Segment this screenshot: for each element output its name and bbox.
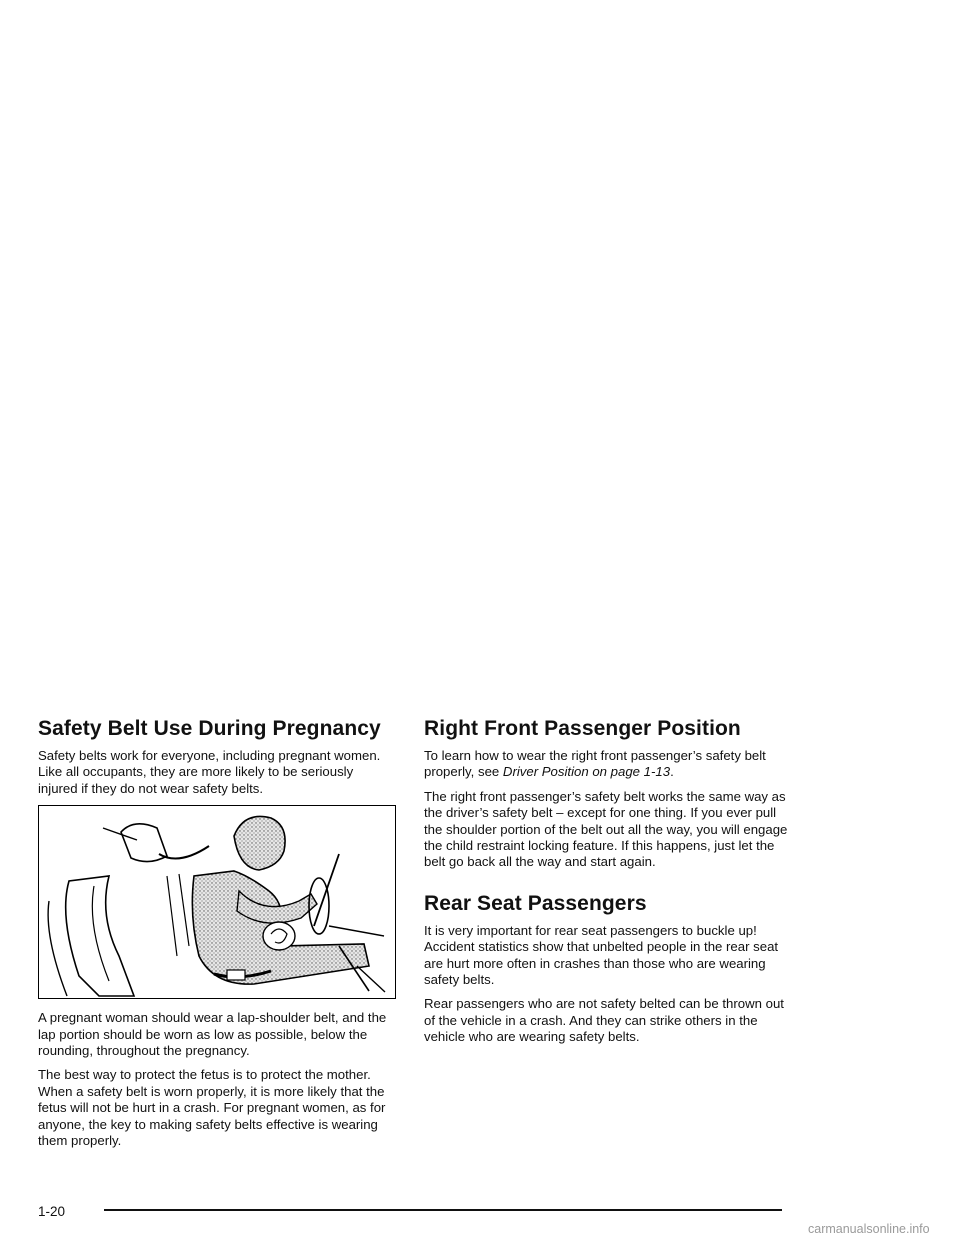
- pregnancy-protect-paragraph: The best way to protect the fetus is to protect the mother. When a safety belt is worn properly, it is more likely that the fetus will not be hurt in a crash. For pregnant women, as for anyone, the key to making safety belts effective is wearing them properly.: [38, 1067, 386, 1149]
- section-heading-pregnancy: Safety Belt Use During Pregnancy: [38, 717, 381, 740]
- rear-seat-paragraph-1: It is very important for rear seat passengers to buckle up! Accident statistics show that unbelted people in the rear seat are hurt more often in crashes than those who are wearing safety belts.: [424, 922, 779, 988]
- footer-rule: [104, 1209, 782, 1211]
- section-heading-right-front-passenger: Right Front Passenger Position: [424, 717, 741, 740]
- watermark-text: carmanualsonline.info: [808, 1222, 930, 1236]
- section-heading-rear-seat: Rear Seat Passengers: [424, 891, 647, 915]
- rear-seat-paragraph-2: Rear passengers who are not safety belted can be thrown out of the vehicle in a crash. And they can strike others in the vehicle who are wearing safety belts.: [424, 996, 784, 1045]
- pregnant-woman-seatbelt-illustration: [38, 805, 396, 999]
- right-front-passenger-paragraph: The right front passenger’s safety belt works the same way as the driver’s safety belt – except for one thing. If you ever pull the shoulder portion of the belt out all the way, you will engage the child restraint locking feature. If this happens, just let the belt go back all the way and start again.: [424, 788, 788, 870]
- pregnancy-lap-belt-paragraph: A pregnant woman should wear a lap-shoulder belt, and the lap portion should be worn as low as possible, below the rounding, throughout the pregnancy.: [38, 1010, 387, 1059]
- left-column: [38, 716, 396, 1157]
- driver-position-link[interactable]: Driver Position on page 1-13: [502, 764, 671, 780]
- right-front-passenger-intro: [424, 748, 796, 781]
- pregnancy-intro-paragraph: Safety belts work for everyone, including pregnant women. Like all occupants, they are more likely to be seriously injured if they do not wear safety belts.: [38, 748, 381, 796]
- intro-text: To learn how to wear the right front passenger’s safety belt properly, see: [424, 748, 766, 780]
- intro-end: .: [670, 764, 674, 780]
- illustration-drawing: [39, 806, 395, 998]
- right-column: [424, 716, 796, 1054]
- page-number: 1-20: [38, 1204, 66, 1219]
